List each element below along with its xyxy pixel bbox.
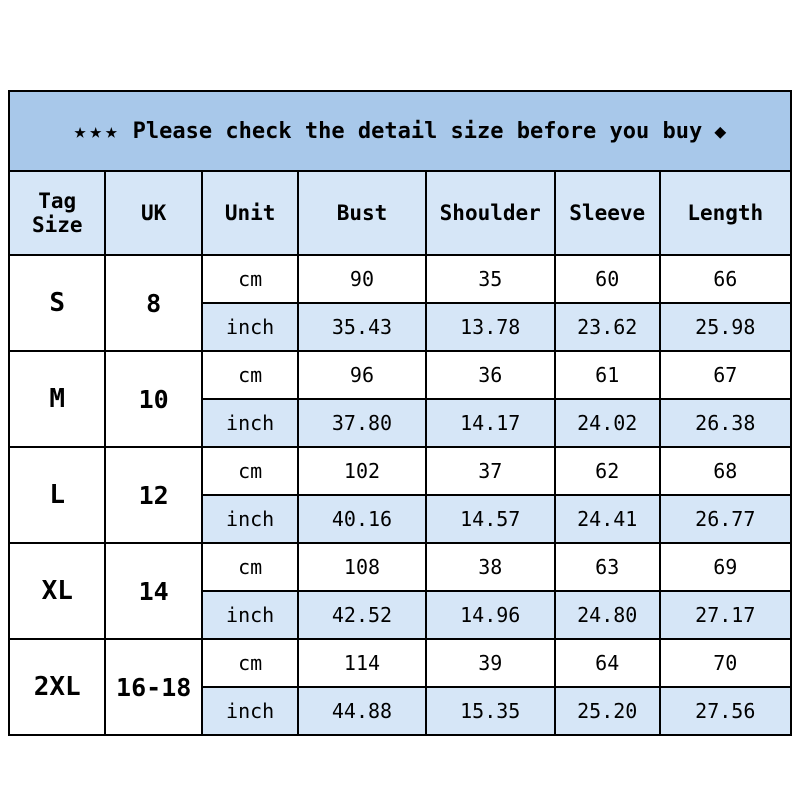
header-row bbox=[9, 171, 791, 255]
cell-shoulder-cm: 37 bbox=[426, 447, 555, 495]
cell-uk: 14 bbox=[105, 543, 201, 639]
cell-unit-inch: inch bbox=[202, 495, 298, 543]
cell-length-inch: 26.38 bbox=[660, 399, 791, 447]
cell-bust-cm: 108 bbox=[298, 543, 425, 591]
header-length: Length bbox=[660, 171, 791, 255]
banner-row bbox=[9, 91, 791, 171]
cell-shoulder-inch: 14.96 bbox=[426, 591, 555, 639]
cell-sleeve-inch: 24.02 bbox=[555, 399, 660, 447]
cell-uk: 8 bbox=[105, 255, 201, 351]
cell-unit-cm: cm bbox=[202, 255, 298, 303]
header-tag-size-line1: Tag bbox=[38, 188, 77, 213]
header-uk: UK bbox=[105, 171, 201, 255]
cell-uk: 10 bbox=[105, 351, 201, 447]
table-row bbox=[9, 543, 791, 591]
cell-unit-inch: inch bbox=[202, 687, 298, 735]
size-chart-container bbox=[8, 90, 792, 736]
cell-bust-cm: 96 bbox=[298, 351, 425, 399]
diamond-icon: ◆ bbox=[714, 119, 727, 143]
table-row bbox=[9, 447, 791, 495]
notice-text: Please check the detail size before you buy bbox=[132, 118, 703, 144]
cell-unit-cm: cm bbox=[202, 447, 298, 495]
cell-unit-inch: inch bbox=[202, 399, 298, 447]
cell-sleeve-cm: 60 bbox=[555, 255, 660, 303]
cell-sleeve-cm: 63 bbox=[555, 543, 660, 591]
cell-tag-size: M bbox=[9, 351, 105, 447]
cell-bust-cm: 102 bbox=[298, 447, 425, 495]
table-row bbox=[9, 351, 791, 399]
header-shoulder: Shoulder bbox=[426, 171, 555, 255]
cell-unit-cm: cm bbox=[202, 639, 298, 687]
cell-sleeve-cm: 62 bbox=[555, 447, 660, 495]
cell-unit-inch: inch bbox=[202, 303, 298, 351]
cell-sleeve-inch: 24.41 bbox=[555, 495, 660, 543]
cell-bust-inch: 35.43 bbox=[298, 303, 425, 351]
cell-shoulder-cm: 36 bbox=[426, 351, 555, 399]
table-row bbox=[9, 639, 791, 687]
cell-unit-cm: cm bbox=[202, 543, 298, 591]
cell-length-cm: 68 bbox=[660, 447, 791, 495]
cell-bust-inch: 37.80 bbox=[298, 399, 425, 447]
header-sleeve: Sleeve bbox=[555, 171, 660, 255]
cell-uk: 12 bbox=[105, 447, 201, 543]
cell-length-cm: 70 bbox=[660, 639, 791, 687]
cell-length-inch: 26.77 bbox=[660, 495, 791, 543]
cell-length-cm: 69 bbox=[660, 543, 791, 591]
cell-shoulder-inch: 14.57 bbox=[426, 495, 555, 543]
size-chart-table bbox=[8, 90, 792, 736]
cell-sleeve-inch: 23.62 bbox=[555, 303, 660, 351]
cell-sleeve-inch: 25.20 bbox=[555, 687, 660, 735]
cell-sleeve-inch: 24.80 bbox=[555, 591, 660, 639]
cell-shoulder-cm: 38 bbox=[426, 543, 555, 591]
cell-length-cm: 67 bbox=[660, 351, 791, 399]
cell-bust-cm: 90 bbox=[298, 255, 425, 303]
cell-tag-size: S bbox=[9, 255, 105, 351]
cell-sleeve-cm: 61 bbox=[555, 351, 660, 399]
table-row bbox=[9, 255, 791, 303]
notice-banner bbox=[9, 91, 791, 171]
cell-uk: 16-18 bbox=[105, 639, 201, 735]
cell-shoulder-inch: 13.78 bbox=[426, 303, 555, 351]
cell-tag-size: XL bbox=[9, 543, 105, 639]
header-unit: Unit bbox=[202, 171, 298, 255]
cell-tag-size: 2XL bbox=[9, 639, 105, 735]
cell-shoulder-inch: 14.17 bbox=[426, 399, 555, 447]
cell-shoulder-cm: 39 bbox=[426, 639, 555, 687]
cell-bust-inch: 42.52 bbox=[298, 591, 425, 639]
cell-shoulder-cm: 35 bbox=[426, 255, 555, 303]
cell-tag-size: L bbox=[9, 447, 105, 543]
cell-length-inch: 27.17 bbox=[660, 591, 791, 639]
cell-bust-cm: 114 bbox=[298, 639, 425, 687]
cell-unit-cm: cm bbox=[202, 351, 298, 399]
cell-length-inch: 25.98 bbox=[660, 303, 791, 351]
header-bust: Bust bbox=[298, 171, 425, 255]
stars-icon: ★★★ bbox=[73, 119, 121, 143]
header-tag-size bbox=[9, 171, 105, 255]
cell-length-cm: 66 bbox=[660, 255, 791, 303]
cell-bust-inch: 40.16 bbox=[298, 495, 425, 543]
header-tag-size-line2: Size bbox=[31, 213, 83, 237]
cell-length-inch: 27.56 bbox=[660, 687, 791, 735]
cell-bust-inch: 44.88 bbox=[298, 687, 425, 735]
cell-sleeve-cm: 64 bbox=[555, 639, 660, 687]
cell-shoulder-inch: 15.35 bbox=[426, 687, 555, 735]
cell-unit-inch: inch bbox=[202, 591, 298, 639]
